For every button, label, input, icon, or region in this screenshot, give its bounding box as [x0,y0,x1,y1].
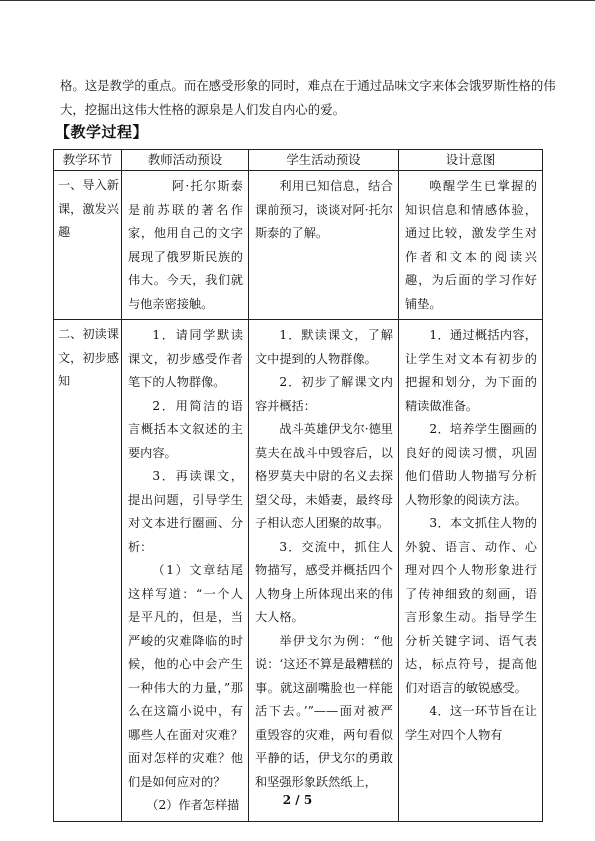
header-stage: 教学环节 [54,150,122,171]
teaching-process-table [53,149,543,822]
intro-line-2: 大，挖掘出这伟大性格的源泉是人们发自内心的爱。 [60,102,345,117]
teacher-step: 3．再读课文，提出问题，引导学生对文本进行圈画、分析： [128,469,243,554]
table-header-row [54,150,543,171]
student-step: 1．默读课文，了解文中提到的人物群像。 [255,328,393,366]
stage-label: 一、导入新课，激发兴趣 [58,178,119,239]
student-step: 3．交流中，抓住人物描写，感受并概括四个人物身上所体现出来的伟大人格。 [255,539,393,624]
stage-label: 二、初读课文，初步感知 [58,327,119,388]
student-step: 2．初步了解课文内容并概括： [255,375,393,413]
intent-cell [399,171,543,320]
table-row [54,320,543,822]
student-cell [249,320,399,822]
student-step: 举伊戈尔为例：“他说：‘这还不算是最糟糕的事。就这副嘴脸也一样能活下去。’”——面对被严重毁容的灾难，两句看似平静的话，伊戈尔的勇敢和坚强形象跃然纸上， [255,633,393,789]
teacher-cell [122,171,249,320]
teacher-cell [122,320,249,822]
header-student: 学生活动预设 [249,150,399,171]
intent-step: 1．通过概括内容，让学生对文本有初步的把握和划分，为下面的精读做准备。 [405,328,537,413]
intent-step: 2．培养学生圈画的良好的阅读习惯，巩固他们借助人物描写分析人物形象的阅读方法。 [405,422,537,507]
teacher-text: 阿·托尔斯泰是前苏联的著名作家，他用自己的文字展现了俄罗斯民族的伟大。今天，我们就与他亲密接触。 [128,179,243,311]
intro-paragraph [60,74,556,122]
intent-cell [399,320,543,822]
teacher-question: （1）文章结尾这样写道：“一个人是平凡的，但是，当严峻的灾难降临的时候，他的心中会产生一种伟大的力量，”那么在这篇小说中，有哪些人在面对灾难？面对怎样的灾难？他们是如何应对的？ [128,563,243,789]
stage-cell [54,320,122,822]
header-intent: 设计意图 [399,150,543,171]
intent-step: 4．这一环节旨在让学生对四个人物有 [405,704,537,742]
page-number: 2 / 5 [282,793,313,807]
teacher-step: 1．请同学默读课文，初步感受作者笔下的人物群像。 [128,328,243,389]
teacher-step: 2．用简洁的语言概括本文叙述的主要内容。 [128,398,243,460]
header-teacher: 教师活动预设 [122,150,249,171]
teacher-question: （2）作者怎样描 [146,798,240,812]
student-text: 利用已知信息，结合课前预习，谈谈对阿·托尔斯泰的了解。 [255,179,393,240]
student-step: 战斗英雄伊戈尔·德里莫夫在战斗中毁容后，以格罗莫夫中尉的名义去探望父母，未婚妻，最终母子相认恋人团聚的故事。 [255,422,393,530]
table-row [54,171,543,320]
intent-step: 3．本文抓住人物的外貌、语言、动作、心理对四个人物形象进行了传神细致的刻画，语言形象生动。指导学生分析关键字词、语气表达，标点符号，提高他们对语言的敏锐感受。 [405,516,537,695]
intro-line-1: 格。这是教学的重点。而在感受形象的同时，难点在于通过品味文字来体会饿罗斯性格的伟 [60,78,556,93]
header-rule [0,0,595,1]
stage-cell [54,171,122,320]
section-title: 【教学过程】 [55,123,149,141]
student-cell [249,171,399,320]
intent-text: 唤醒学生已掌握的知识信息和情感体验，通过比较，激发学生对作者和文本的阅读兴趣，为后面的学习作好铺垫。 [405,179,537,311]
